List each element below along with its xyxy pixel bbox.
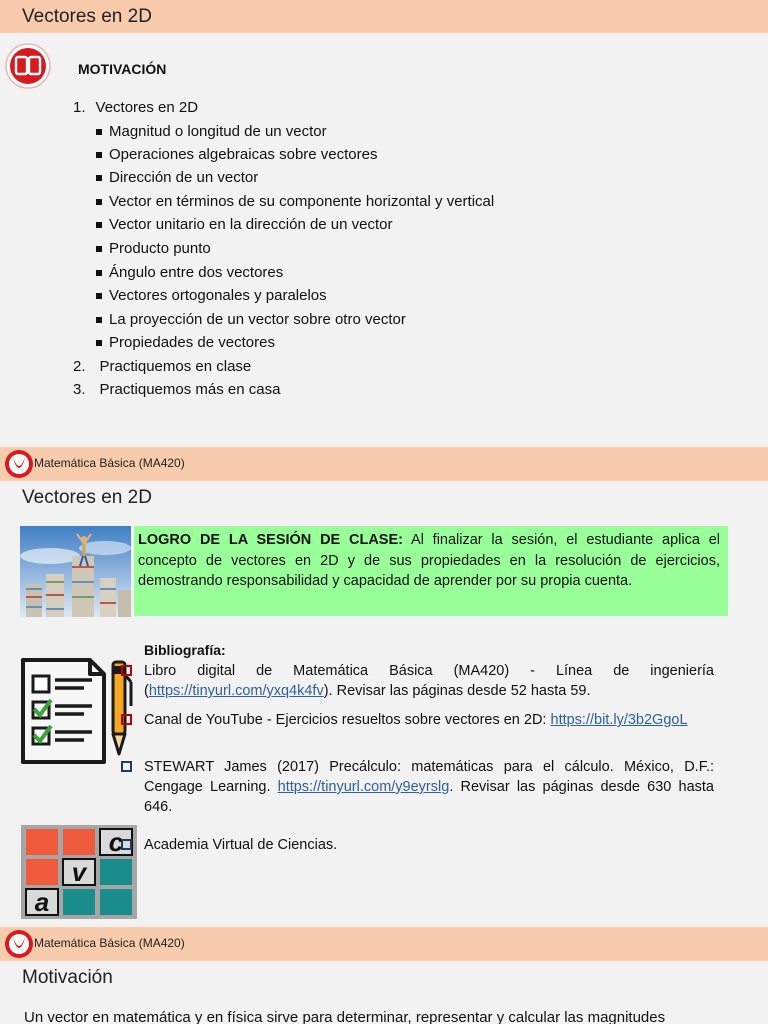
subitem: Vector en términos de su componente horizontal y vertical	[109, 193, 495, 210]
slide1-footer: Matemática Básica (MA420)	[34, 456, 185, 470]
bib-link[interactable]: https://tinyurl.com/y9eyrslg	[277, 779, 450, 795]
checklist-icon	[18, 656, 136, 768]
slide3-title: Motivación	[22, 967, 113, 988]
book-icon	[5, 43, 51, 89]
upc-logo-icon	[4, 929, 34, 959]
svg-text:v: v	[71, 857, 87, 887]
bib-checkbox-icon	[121, 665, 132, 676]
slide2-footer: Matemática Básica (MA420)	[34, 936, 185, 950]
bib-checkbox-icon	[121, 714, 132, 725]
subitem: Magnitud o longitud de un vector	[109, 123, 327, 140]
motivation-heading: MOTIVACIÓN	[78, 61, 167, 77]
session-goal-text: Al finalizar la sesión, el estudiante aplica el concepto de vectores en 2D y de sus propiedades en la resolución de ejercicios, demostrando responsabilidad y capacidad de aprender por su propia cuenta.	[138, 532, 720, 589]
bib-item: Academia Virtual de Ciencias.	[144, 835, 714, 855]
books-stack-photo	[20, 526, 131, 617]
svg-text:c: c	[108, 827, 124, 857]
subitem: Propiedades de vectores	[109, 334, 275, 351]
bib-item: Canal de YouTube - Ejercicios resueltos sobre vectores en 2D: https://bit.ly/3b2GgoL	[144, 710, 714, 730]
subitem: Ángulo entre dos vectores	[109, 264, 284, 281]
subitem: La proyección de un vector sobre otro vector	[109, 311, 406, 328]
bibliography-title: Bibliografía:	[144, 642, 226, 658]
slide1-title: Vectores en 2D	[22, 6, 152, 27]
academia-virtual-logo	[21, 825, 137, 919]
subitem: Vectores ortogonales y paralelos	[109, 287, 327, 304]
svg-text:a: a	[34, 887, 50, 917]
bib-item: Libro digital de Matemática Básica (MA420) - Línea de ingeniería (https://tinyurl.com/yxq4k4fv). Revisar las páginas desde 52 hasta 59.	[144, 661, 714, 701]
bib-checkbox-icon	[121, 839, 132, 850]
slide3-text: Un vector en matemática y en física sirve para determinar, representar y calcular las magnitudes	[24, 1009, 666, 1024]
subitem: Vector unitario en la dirección de un vector	[109, 216, 393, 233]
outline-item-3: 3. Practiquemos más en casa	[73, 381, 281, 398]
subitem: Operaciones algebraicas sobre vectores	[109, 146, 378, 163]
outline-item-2: 2. Practiquemos en clase	[73, 358, 252, 375]
bib-link[interactable]: https://bit.ly/3b2GgoL	[550, 712, 688, 728]
bib-checkbox-icon	[121, 761, 132, 772]
session-goal-label: LOGRO DE LA SESIÓN DE CLASE:	[138, 532, 403, 548]
subitem: Dirección de un vector	[109, 169, 259, 186]
subitem: Producto punto	[109, 240, 211, 257]
session-goal-box	[134, 526, 728, 616]
upc-logo-icon	[4, 449, 34, 479]
slide2-title: Vectores en 2D	[22, 487, 152, 508]
bib-link[interactable]: https://tinyurl.com/yxq4k4fv	[148, 683, 324, 699]
bib-item: STEWART James (2017) Precálculo: matemáticas para el cálculo. México, D.F.: Cengage Learning. https://tinyurl.com/y9eyrslg. Revisar las páginas desde 630 hasta 646.	[144, 757, 714, 817]
outline-item-1: 1. Vectores en 2D	[73, 99, 199, 116]
